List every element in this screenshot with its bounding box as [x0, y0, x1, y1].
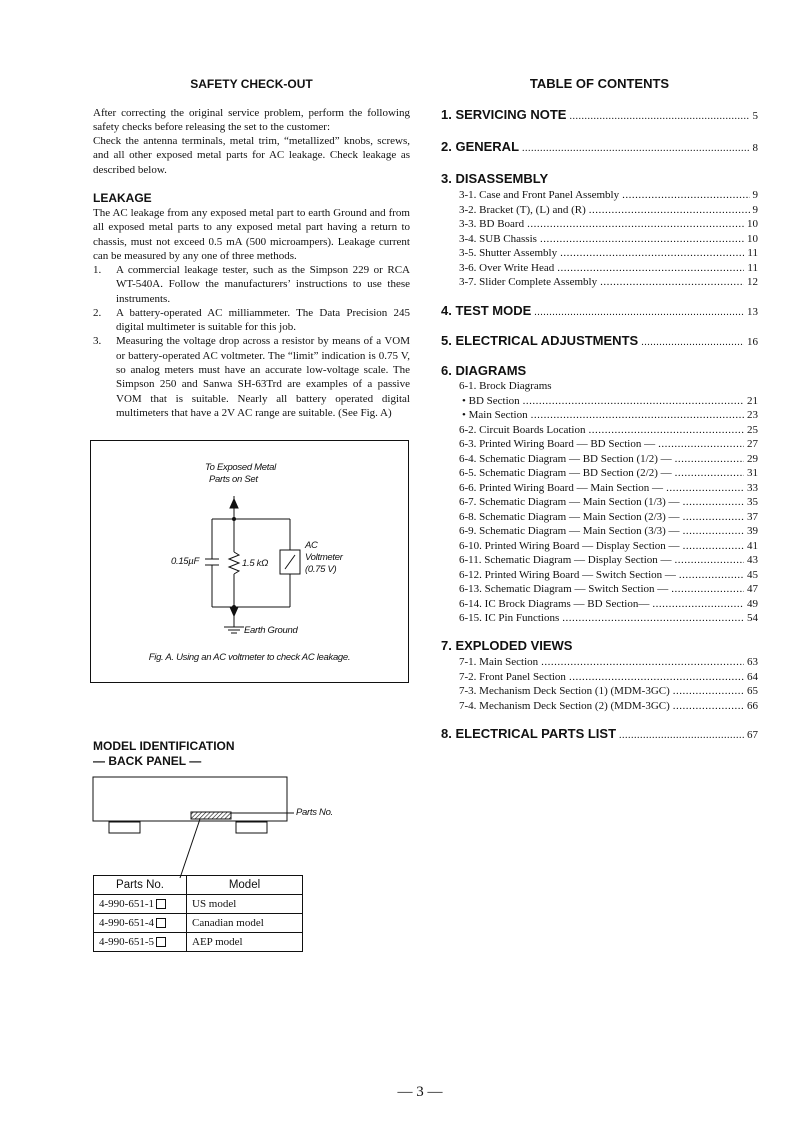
toc-leader [671, 582, 744, 597]
toc-label: • BD Section [462, 394, 520, 407]
toc-page: 5 [752, 110, 758, 122]
toc-label: 6-4. Schematic Diagram — BD Section (1/2) — [459, 452, 672, 465]
toc-item[interactable] [459, 553, 758, 568]
exposed-metal-label-2: Parts on Set [209, 474, 258, 485]
toc-exploded-list [459, 655, 758, 713]
toc-item[interactable] [459, 246, 758, 261]
part-number-cell [94, 914, 187, 933]
method-number: 3. [93, 335, 102, 348]
toc-leader [522, 143, 749, 154]
toc-page: 67 [747, 729, 758, 741]
toc-leader [569, 111, 749, 122]
toc-label: 6-15. IC Pin Functions [459, 612, 560, 624]
toc-entry-test-mode[interactable] [441, 303, 758, 318]
toc-leader [534, 307, 744, 318]
toc-item[interactable] [459, 261, 758, 276]
toc-page: 21 [747, 394, 758, 407]
toc-title: TABLE OF CONTENTS [529, 76, 670, 91]
toc-item[interactable] [459, 670, 758, 685]
capacitor-label: 0.15µF [171, 556, 199, 567]
toc-leader [541, 655, 744, 670]
toc-page: 49 [747, 597, 758, 610]
toc-heading-exploded-views: 7. EXPLODED VIEWS [441, 638, 573, 653]
toc-leader [666, 481, 744, 496]
toc-leader [673, 699, 744, 714]
toc-heading-disassembly: 3. DISASSEMBLY [441, 171, 549, 186]
toc-label: 6-3. Printed Wiring Board — BD Section — [459, 438, 656, 450]
toc-item[interactable] [459, 452, 758, 467]
part-number: 4-990-651-5 [99, 936, 154, 948]
back-panel-subtitle: — BACK PANEL — [93, 754, 202, 768]
method-number: 1. [93, 264, 102, 276]
toc-page: 64 [747, 670, 758, 683]
toc-label: 7-4. Mechanism Deck Section (2) (MDM-3GC) [459, 699, 670, 712]
part-number: 4-990-651-4 [99, 917, 154, 929]
toc-label: 6-7. Schematic Diagram — Main Section (1/3) — [459, 496, 680, 508]
toc-label: 7-1. Main Section [459, 656, 539, 668]
table-row [94, 933, 303, 952]
toc-page: 29 [747, 452, 758, 465]
toc-label: 3-7. Slider Complete Assembly [459, 276, 598, 288]
toc-leader [560, 246, 744, 261]
toc-page: 25 [747, 423, 758, 436]
table-row [94, 914, 303, 933]
toc-entry-general[interactable] [441, 139, 758, 154]
toc-label: 1. SERVICING NOTE [441, 107, 567, 122]
checkbox-square-icon [156, 937, 166, 947]
toc-page: 13 [747, 306, 758, 318]
voltmeter-label-2: Voltmeter [305, 552, 343, 563]
toc-leader [562, 611, 744, 626]
toc-label: 6-13. Schematic Diagram — Switch Section — [459, 583, 669, 595]
toc-leader [588, 423, 744, 438]
toc-label: 2. GENERAL [441, 139, 520, 154]
toc-item[interactable] [459, 524, 758, 539]
toc-item[interactable] [459, 684, 758, 699]
leakage-methods [93, 263, 410, 420]
toc-label: 4. TEST MODE [441, 303, 532, 318]
toc-label: 3-1. Case and Front Panel Assembly [459, 189, 620, 201]
toc-item[interactable] [459, 394, 758, 409]
checkbox-square-icon [156, 899, 166, 909]
toc-page: 33 [747, 481, 758, 494]
toc-entry-servicing-note[interactable] [441, 107, 758, 122]
toc-diagrams-list [459, 379, 758, 626]
toc-label: 6-14. IC Brock Diagrams — BD Section— [459, 597, 650, 610]
toc-item[interactable] [459, 217, 758, 232]
toc-label: 7-3. Mechanism Deck Section (1) (MDM-3GC) [459, 685, 670, 697]
toc-item[interactable] [459, 510, 758, 525]
toc-page: 66 [747, 699, 758, 712]
toc-leader [683, 495, 744, 510]
part-number: 4-990-651-1 [99, 898, 154, 910]
toc-leader [641, 337, 744, 348]
method-item [93, 263, 410, 306]
header-parts-no: Parts No. [94, 876, 187, 895]
toc-leader [622, 188, 749, 203]
method-item [93, 306, 410, 335]
page-number: — 3 — [397, 1084, 443, 1100]
toc-item[interactable] [459, 408, 758, 423]
toc-page: 41 [747, 539, 758, 552]
toc-leader [683, 539, 744, 554]
leakage-text: The AC leakage from any exposed metal part to earth Ground and from all exposed metal parts to any exposed metal part having a return to chassis, must not exceed 0.5 mA (500 microampers). Leakage current can be measured by any one of three methods. [93, 207, 410, 262]
toc-leader [527, 217, 744, 232]
toc-label: 6-10. Printed Wiring Board — Display Section — [459, 539, 680, 552]
toc-leader [589, 203, 750, 218]
toc-item[interactable] [459, 466, 758, 481]
earth-ground-label: Earth Ground [244, 625, 298, 636]
toc-label: 8. ELECTRICAL PARTS LIST [441, 726, 617, 741]
part-number-cell [94, 895, 187, 914]
toc-leader [673, 684, 744, 699]
resistor-label: 1.5 kΩ [242, 558, 269, 569]
toc-page: 12 [747, 276, 758, 288]
toc-page: 54 [747, 612, 758, 624]
toc-item[interactable] [459, 655, 758, 670]
toc-item[interactable]: 6-1. Brock Diagrams [459, 380, 552, 392]
toc-label: 3-3. BD Board [459, 218, 525, 230]
toc-item[interactable] [459, 597, 758, 612]
toc-item[interactable] [459, 188, 758, 203]
toc-leader [523, 394, 744, 409]
toc-disassembly-list [459, 188, 758, 290]
toc-item[interactable] [459, 423, 758, 438]
toc-item[interactable] [459, 481, 758, 496]
leakage-heading: LEAKAGE [93, 191, 152, 205]
toc-leader [658, 437, 744, 452]
toc-leader [619, 730, 744, 741]
toc-leader [569, 670, 744, 685]
toc-leader [675, 553, 744, 568]
figure-a-box [90, 440, 409, 683]
toc-page: 43 [747, 554, 758, 566]
back-panel-diagram [90, 775, 330, 880]
toc-label: 3-6. Over Write Head [459, 261, 555, 274]
toc-page: 39 [747, 525, 758, 537]
toc-label: • Main Section [462, 409, 528, 421]
method-text: A battery-operated AC milliammeter. The Data Precision 245 digital multimeter is suitable for this job. [116, 306, 410, 334]
toc-page: 16 [747, 336, 758, 348]
checkbox-square-icon [156, 918, 166, 928]
toc-label: 3-2. Bracket (T), (L) and (R) [459, 203, 586, 216]
toc-item[interactable] [459, 203, 758, 218]
table-header-row [94, 876, 303, 895]
toc-item[interactable] [459, 232, 758, 247]
toc-leader [652, 597, 744, 612]
exposed-metal-label-1: To Exposed Metal [205, 462, 276, 473]
toc-leader [679, 568, 744, 583]
toc-page: 8 [752, 142, 758, 154]
toc-page: 11 [747, 247, 758, 259]
toc-item[interactable] [459, 495, 758, 510]
toc-entry-electrical-adjustments[interactable] [441, 333, 758, 348]
toc-label: 7-2. Front Panel Section [459, 670, 566, 683]
toc-heading-diagrams: 6. DIAGRAMS [441, 363, 527, 378]
safety-intro: After correcting the original service problem, perform the following safety checks before releasing the set to the customer: [93, 107, 410, 134]
toc-label: 6-2. Circuit Boards Location [459, 423, 586, 436]
toc-page: 9 [752, 189, 758, 201]
toc-leader [683, 510, 744, 525]
figure-caption: Fig. A. Using an AC voltmeter to check AC leakage. [148, 652, 351, 663]
toc-page: 35 [747, 496, 758, 508]
toc-item[interactable] [459, 437, 758, 452]
toc-label: 6-12. Printed Wiring Board — Switch Section — [459, 568, 676, 581]
method-item [93, 334, 410, 420]
toc-label: 6-5. Schematic Diagram — BD Section (2/2) — [459, 467, 672, 479]
toc-page: 63 [747, 656, 758, 668]
toc-label: 6-11. Schematic Diagram — Display Section — [459, 554, 672, 566]
toc-label: 6-9. Schematic Diagram — Main Section (3/3) — [459, 525, 680, 537]
toc-leader [683, 524, 744, 539]
model-id-title: MODEL IDENTIFICATION [93, 739, 235, 753]
toc-label: 6-6. Printed Wiring Board — Main Section — [459, 481, 664, 494]
toc-page: 10 [747, 232, 758, 245]
toc-page: 37 [747, 510, 758, 523]
toc-entry-electrical-parts-list[interactable] [441, 726, 758, 741]
safety-title: SAFETY CHECK-OUT [190, 77, 313, 91]
voltmeter-label-3: (0.75 V) [305, 564, 337, 575]
toc-item[interactable] [459, 275, 758, 290]
toc-leader [675, 452, 744, 467]
toc-page: 47 [747, 583, 758, 595]
toc-label: 3-5. Shutter Assembly [459, 247, 558, 259]
toc-page: 10 [747, 218, 758, 230]
method-text: A commercial leakage tester, such as the Simpson 229 or RCA WT-540A. Follow the manufacturers’ instructions to use these instruments. [116, 264, 410, 305]
toc-label: 5. ELECTRICAL ADJUSTMENTS [441, 333, 639, 348]
toc-leader [675, 466, 744, 481]
toc-leader [600, 275, 744, 290]
model-table [93, 875, 303, 952]
parts-no-callout: Parts No. [296, 807, 333, 818]
toc-page: 23 [747, 409, 758, 421]
toc-page: 45 [747, 568, 758, 581]
method-text: Measuring the voltage drop across a resistor by means of a VOM or battery-operated AC voltmeter. The “limit” indication is 0.75 V, so analog meters must have an accurate low-voltage scale. The Simpson 250 and Sanwa SH-63Trd are examples of a passive VOM that is suitable. Nearly all battery operated digital multimeters that have a 2V AC range are suitable. (See Fig. A) [116, 335, 410, 419]
model-cell: US model [187, 895, 303, 914]
model-cell: Canadian model [187, 914, 303, 933]
safety-check-text: Check the antenna terminals, metal trim, “metallized” knobs, screws, and all other exposed metal parts for AC leakage. Check leakage as described below. [93, 135, 410, 176]
toc-label: 6-8. Schematic Diagram — Main Section (2/3) — [459, 510, 680, 523]
toc-item[interactable] [459, 699, 758, 714]
voltmeter-label-1: AC [305, 540, 318, 551]
toc-leader [540, 232, 744, 247]
toc-item[interactable] [459, 582, 758, 597]
table-row [94, 895, 303, 914]
toc-item[interactable] [459, 539, 758, 554]
toc-page: 9 [752, 203, 758, 216]
toc-leader [557, 261, 744, 276]
toc-page: 27 [747, 438, 758, 450]
header-model: Model [187, 876, 303, 895]
part-number-cell [94, 933, 187, 952]
toc-page: 31 [747, 467, 758, 479]
toc-label: 3-4. SUB Chassis [459, 232, 537, 245]
toc-page: 65 [747, 685, 758, 697]
toc-leader [531, 408, 744, 423]
method-number: 2. [93, 306, 102, 319]
toc-page: 11 [747, 261, 758, 274]
toc-item[interactable] [459, 611, 758, 626]
model-cell: AEP model [187, 933, 303, 952]
toc-item[interactable] [459, 568, 758, 583]
